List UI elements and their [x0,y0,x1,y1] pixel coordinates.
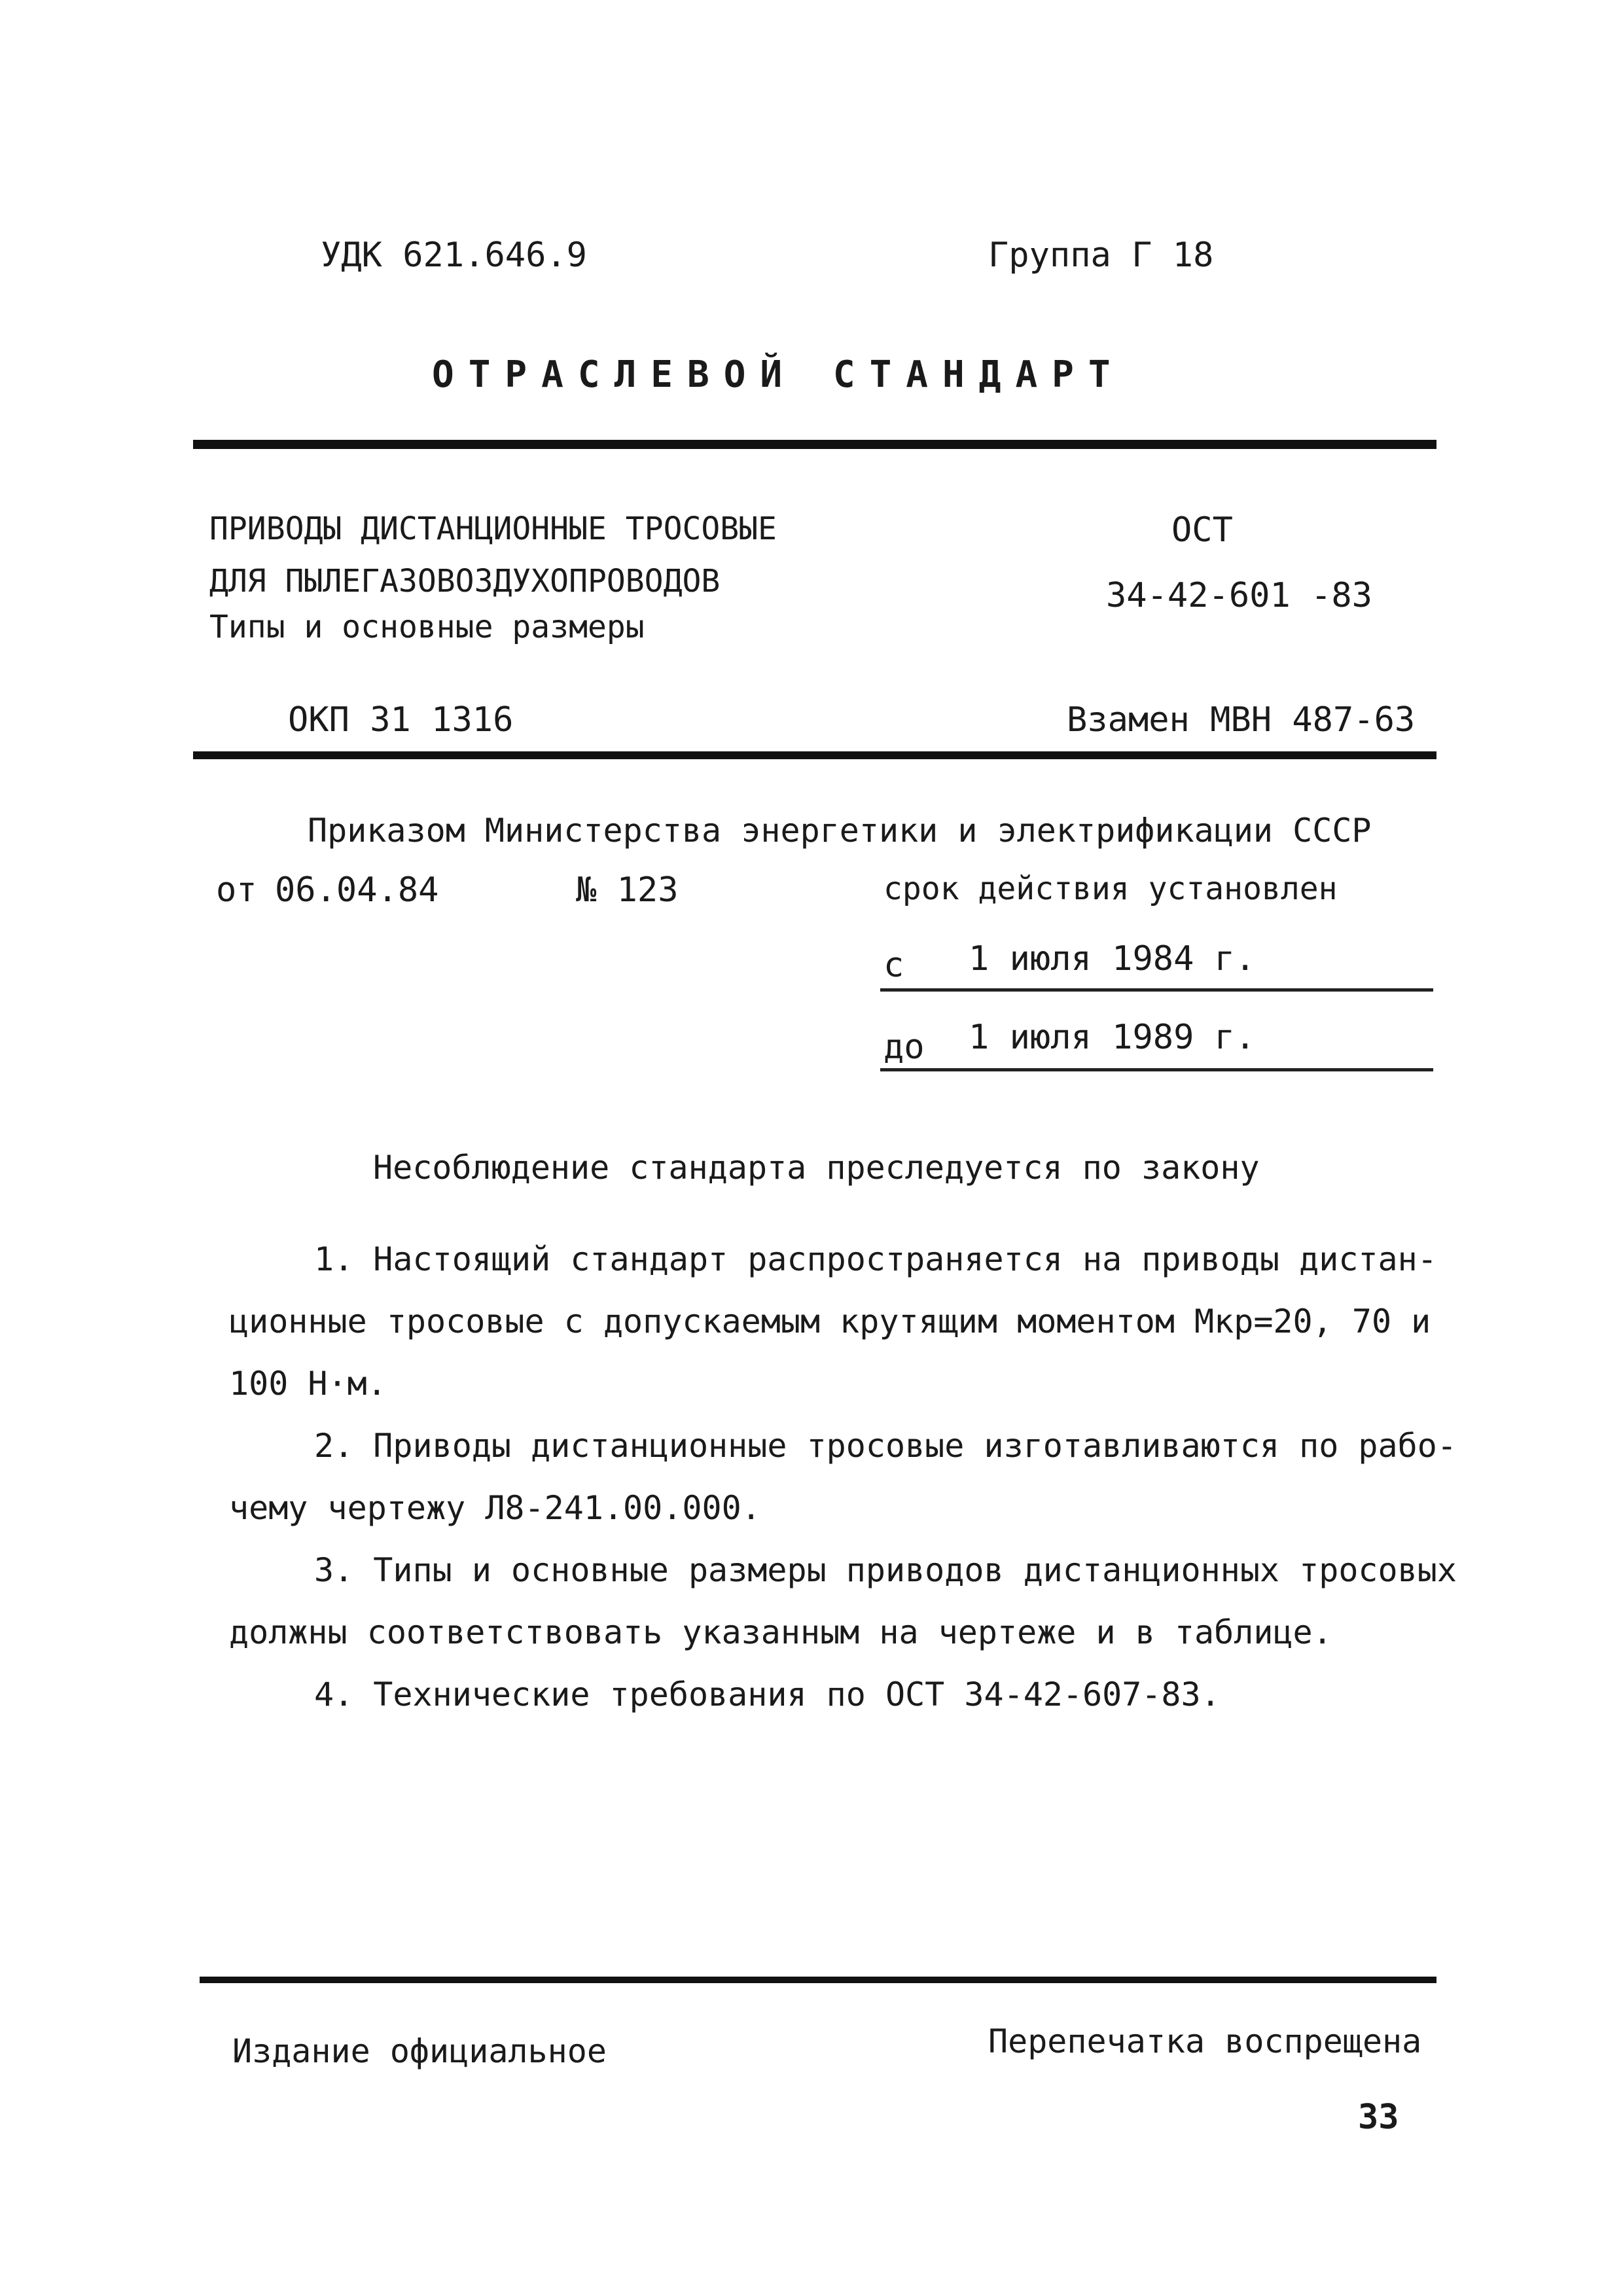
standard-code-number: 34-42-601 -83 [1106,576,1372,615]
group-code: Группа Г 18 [988,236,1214,275]
paragraph-1-line-2: ционные тросовые с допускаемым крутящим моментом Мкр=20, 70 и [229,1302,1431,1340]
validity-from-underline [880,988,1433,992]
paragraph-2-line-1: 2. Приводы дистанционные тросовые изготавливаются по рабо- [314,1427,1457,1465]
top-rule [193,440,1436,449]
order-line: Приказом Министерства энергетики и электрификации СССР [308,812,1372,850]
okp-code: ОКП 31 1316 [288,700,514,740]
validity-from-prefix: с [883,946,904,985]
validity-to-date: 1 июля 1989 г. [969,1018,1256,1057]
paragraph-3-line-1: 3. Типы и основные размеры приводов дистанционных тросовых [314,1551,1457,1589]
paragraph-4-line-1: 4. Технические требования по ОСТ 34-42-607-83. [314,1676,1221,1713]
footer-rule [200,1977,1436,1983]
paragraph-1-line-1: 1. Настоящий стандарт распространяется на приводы дистан- [314,1240,1437,1278]
middle-rule [193,751,1436,759]
paragraph-3-line-2: должны соответствовать указанным на чертеже и в таблице. [229,1613,1332,1651]
footer-official-edition: Издание официальное [232,2032,607,2070]
validity-label: срок действия установлен [883,870,1338,907]
validity-from-date: 1 июля 1984 г. [969,939,1256,978]
paragraph-2-line-2: чему чертежу Л8-241.00.000. [229,1489,761,1527]
standard-name-line3: Типы и основные размеры [209,609,645,645]
validity-to-underline [880,1068,1433,1071]
standard-name-line2: ДЛЯ ПЫЛЕГАЗОВОЗДУХОПРОВОДОВ [209,563,721,600]
order-date: 06.04.84 [275,870,439,910]
udk-code: УДК 621.646.9 [321,236,587,275]
replaces-standard: Взамен МВН 487-63 [1067,700,1416,740]
standard-code-label: ОСТ [1171,511,1233,550]
page-number: 33 [1358,2098,1399,2137]
legal-warning: Несоблюдение стандарта преследуется по закону [373,1149,1260,1187]
validity-to-prefix: до [883,1028,925,1067]
standard-name-line1: ПРИВОДЫ ДИСТАНЦИОННЫЕ ТРОСОВЫЕ [209,511,777,547]
document-title: ОТРАСЛЕВОЙ СТАНДАРТ [432,353,1125,396]
footer-reprint-prohibited: Перепечатка воспрещена [988,2022,1422,2060]
order-number: № 123 [576,870,679,910]
paragraph-1-line-3: 100 Н·м. [229,1365,387,1403]
order-from-label: от [216,870,257,910]
